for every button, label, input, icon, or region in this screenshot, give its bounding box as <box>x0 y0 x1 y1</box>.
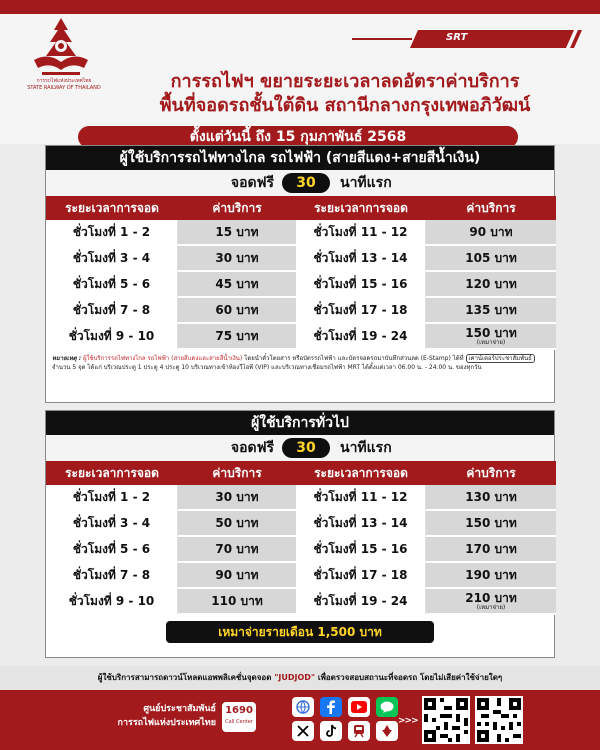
free-suffix: นาทีแรก <box>340 175 392 191</box>
period-cell: ชั่วโมงที่ 3 - 4 <box>46 246 178 272</box>
price-value: 210 บาท <box>465 590 517 605</box>
free-parking-row <box>46 435 554 461</box>
price-cell: 75 บาท <box>178 324 296 350</box>
period-cell: ชั่วโมงที่ 1 - 2 <box>46 485 178 511</box>
social-icons <box>292 697 402 741</box>
rate-table <box>46 461 554 615</box>
remark-note <box>46 350 554 372</box>
header-period-left: ระยะเวลาการจอด <box>46 461 178 485</box>
price-cell: 45 บาท <box>178 272 296 298</box>
qr-code-icon <box>422 696 470 744</box>
free-minutes-badge: 30 <box>282 173 330 193</box>
note-counter: เคาน์เตอร์ประชาสัมพันธ์ <box>466 354 535 363</box>
period-cell: ชั่วโมงที่ 5 - 6 <box>46 537 178 563</box>
period-cell: ชั่วโมงที่ 9 - 10 <box>46 324 178 350</box>
price-cell: 150 บาท <box>426 511 556 537</box>
footer <box>0 690 600 750</box>
price-cell: 30 บาท <box>178 485 296 511</box>
price-cell-flat-rate <box>426 589 556 615</box>
flat-rate-note: (เหมาจ่าย) <box>476 603 506 611</box>
panel-title: ผู้ใช้บริการทั่วไป <box>46 411 554 435</box>
rate-table <box>46 196 554 350</box>
srt-tag-label: SRT <box>446 32 468 43</box>
period-cell: ชั่วโมงที่ 13 - 14 <box>296 246 426 272</box>
period-cell: ชั่วโมงที่ 9 - 10 <box>46 589 178 615</box>
note-highlight: ผู้ใช้บริการรถไฟทางไกล รถไฟฟ้า (สายสีแดงและสายสีน้ำเงิน) <box>83 355 243 362</box>
period-cell: ชั่วโมงที่ 5 - 6 <box>46 272 178 298</box>
free-parking-row <box>46 170 554 196</box>
price-cell-flat-rate <box>426 324 556 350</box>
train-app-icon[interactable] <box>348 721 370 741</box>
price-cell: 30 บาท <box>178 246 296 272</box>
price-cell: 110 บาท <box>178 589 296 615</box>
header-period-right: ระยะเวลาการจอด <box>296 461 426 485</box>
price-cell: 170 บาท <box>426 537 556 563</box>
facebook-icon[interactable] <box>320 697 342 717</box>
price-cell: 70 บาท <box>178 537 296 563</box>
free-minutes-badge: 30 <box>282 438 330 458</box>
price-cell: 105 บาท <box>426 246 556 272</box>
srt-tag <box>352 30 582 48</box>
price-cell: 90 บาท <box>178 563 296 589</box>
call-center-badge <box>222 702 256 732</box>
msg-post: เพื่อตรวจสอบสถานะที่จอดรถ โดยไม่เสียค่าใช้จ่ายใดๆ <box>315 673 503 682</box>
price-cell: 190 บาท <box>426 563 556 589</box>
header <box>0 14 600 144</box>
period-cell: ชั่วโมงที่ 13 - 14 <box>296 511 426 537</box>
msg-app-name: "JUDJOD" <box>274 673 316 682</box>
free-suffix: นาทีแรก <box>340 440 392 456</box>
header-price-left: ค่าบริการ <box>178 196 296 220</box>
header-period-right: ระยะเวลาการจอด <box>296 196 426 220</box>
monthly-pass-banner: เหมาจ่ายรายเดือน 1,500 บาท <box>166 621 434 643</box>
line-icon[interactable] <box>376 697 398 717</box>
x-icon[interactable] <box>292 721 314 741</box>
period-cell: ชั่วโมงที่ 17 - 18 <box>296 563 426 589</box>
call-number: 1690 <box>225 705 253 716</box>
free-label: จอดฟรี <box>230 175 274 191</box>
note-text-2: จำนวน 5 จุด ได้แก่ บริเวณประตู 1 ประตู 4 ประตู 10 บริเวณทางเข้าห้องวีไอพี (VIP) และบริเวณทางเชื่อมรถไฟฟ้า MRT ได้ตั้งแต่เวลา 06.00 น. - 24.00 น. ของทุกวัน <box>52 364 482 371</box>
date-banner: ตั้งแต่วันนี้ ถึง 15 กุมภาพันธ์ 2568 <box>78 126 518 148</box>
free-label: จอดฟรี <box>230 440 274 456</box>
price-cell: 90 บาท <box>426 220 556 246</box>
tiktok-icon[interactable] <box>320 721 342 741</box>
period-cell: ชั่วโมงที่ 11 - 12 <box>296 485 426 511</box>
logo-text-english: STATE RAILWAY OF THAILAND <box>27 85 101 91</box>
general-user-panel <box>45 410 555 658</box>
headline-line2: พื้นที่จอดรถชั้นใต้ดิน สถานีกลางกรุงเทพอภิวัฒน์ <box>159 95 531 116</box>
web-icon[interactable] <box>292 697 314 717</box>
pr-center-name <box>92 702 216 730</box>
rail-passenger-panel <box>45 145 555 403</box>
top-strip <box>0 0 600 14</box>
panel-title: ผู้ใช้บริการรถไฟทางไกล รถไฟฟ้า (สายสีแดง+สายสีน้ำเงิน) <box>46 146 554 170</box>
flat-rate-note: (เหมาจ่าย) <box>476 338 506 346</box>
youtube-icon[interactable] <box>348 697 370 717</box>
srt-app-icon[interactable] <box>376 721 398 741</box>
price-cell: 135 บาท <box>426 298 556 324</box>
srt-logo <box>28 16 94 78</box>
qr-code-icon <box>475 696 523 744</box>
period-cell: ชั่วโมงที่ 15 - 16 <box>296 537 426 563</box>
price-cell: 120 บาท <box>426 272 556 298</box>
price-cell: 15 บาท <box>178 220 296 246</box>
logo-text-thai: การรถไฟแห่งประเทศไทย <box>36 78 92 84</box>
arrows-decoration: >>> <box>398 716 418 726</box>
headline-line1: การรถไฟฯ ขยายระยะเวลาลดอัตราค่าบริการ <box>170 71 520 92</box>
note-label: หมายเหตุ : <box>52 355 82 362</box>
price-value: 150 บาท <box>465 325 517 340</box>
period-cell: ชั่วโมงที่ 11 - 12 <box>296 220 426 246</box>
period-cell: ชั่วโมงที่ 19 - 24 <box>296 589 426 615</box>
header-price-right: ค่าบริการ <box>426 461 556 485</box>
price-cell: 50 บาท <box>178 511 296 537</box>
period-cell: ชั่วโมงที่ 15 - 16 <box>296 272 426 298</box>
call-center-label: Call Center <box>225 719 253 725</box>
logo-text <box>14 78 114 92</box>
period-cell: ชั่วโมงที่ 1 - 2 <box>46 220 178 246</box>
period-cell: ชั่วโมงที่ 7 - 8 <box>46 298 178 324</box>
msg-pre: ผู้ใช้บริการสามารถดาวน์โหลดแอพพลิเคชั่นจุดจอด <box>97 673 275 682</box>
period-cell: ชั่วโมงที่ 19 - 24 <box>296 324 426 350</box>
period-cell: ชั่วโมงที่ 17 - 18 <box>296 298 426 324</box>
header-price-left: ค่าบริการ <box>178 461 296 485</box>
period-cell: ชั่วโมงที่ 7 - 8 <box>46 563 178 589</box>
judjod-app-message <box>0 666 600 690</box>
price-cell: 60 บาท <box>178 298 296 324</box>
period-cell: ชั่วโมงที่ 3 - 4 <box>46 511 178 537</box>
price-cell: 130 บาท <box>426 485 556 511</box>
header-period-left: ระยะเวลาการจอด <box>46 196 178 220</box>
pr-line1: ศูนย์ประชาสัมพันธ์ <box>143 704 216 714</box>
header-price-right: ค่าบริการ <box>426 196 556 220</box>
note-text-1: โดยนำตั๋วโดยสาร หรือบัตรรถไฟฟ้า และบัตรจอดรถมาบันทึกส่วนลด (E-Stamp) ได้ที่ <box>242 355 466 362</box>
pr-line2: การรถไฟแห่งประเทศไทย <box>117 718 216 728</box>
